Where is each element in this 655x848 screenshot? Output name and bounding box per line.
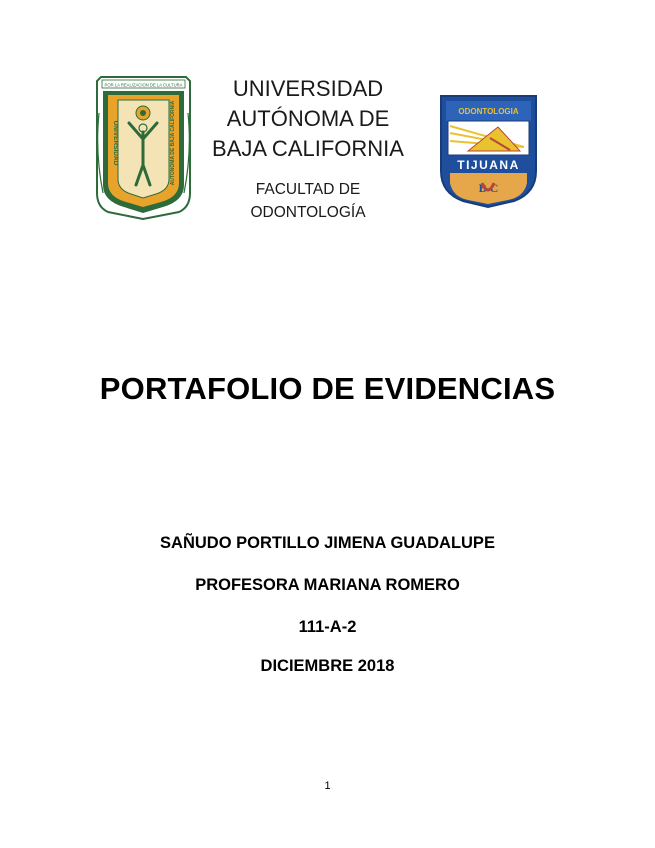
seal-top-text: POR LA REALIZACION DE LA CULTURA xyxy=(104,82,183,88)
university-name-line: AUTÓNOMA DE xyxy=(226,106,390,131)
document-title: PORTAFOLIO DE EVIDENCIAS xyxy=(99,371,556,406)
university-name-line: BAJA CALIFORNIA xyxy=(212,136,404,161)
page-number: 1 xyxy=(324,780,331,792)
faculty-name-line: FACULTAD DE xyxy=(255,181,361,198)
seal-left-text: UNIVERSIDAD xyxy=(112,120,119,166)
shield-bottom-text: B C xyxy=(478,181,499,195)
faculty-name xyxy=(198,178,418,224)
seal-bottom-text: AUTONOMA DE BAJA CALIFORNIA xyxy=(170,100,176,186)
shield-top-text: ODONTOLOGIA xyxy=(458,107,519,116)
student-name: SAÑUDO PORTILLO JIMENA GUADALUPE xyxy=(160,534,495,552)
shield-middle-text: TIJUANA xyxy=(457,158,520,172)
odontologia-tijuana-shield-icon xyxy=(438,93,539,209)
uabc-seal-icon xyxy=(93,73,194,220)
document-date: DICIEMBRE 2018 xyxy=(260,657,395,675)
faculty-name-line: ODONTOLOGÍA xyxy=(250,204,366,221)
group-code: 111-A-2 xyxy=(298,618,357,636)
university-name-line: UNIVERSIDAD xyxy=(232,76,384,101)
university-name xyxy=(198,74,418,164)
professor-name: PROFESORA MARIANA ROMERO xyxy=(195,576,460,594)
